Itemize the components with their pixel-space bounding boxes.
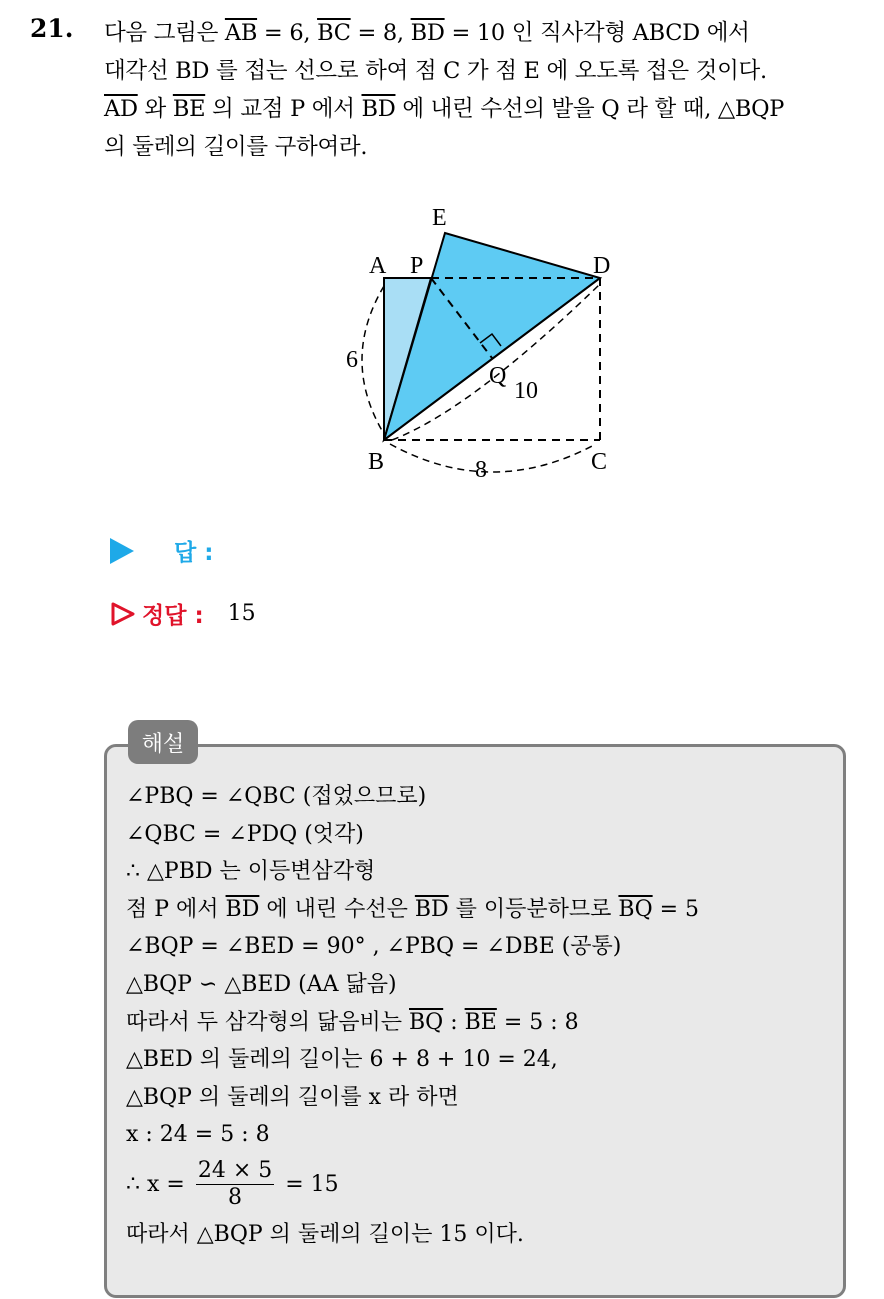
question-line-4: 의 둘레의 길이를 구하여라. [104, 134, 368, 160]
solution-line-7: 따라서 두 삼각형의 닮음비는 $\overline{BQ}$ : $\overline{BE} = 5$ : 8 [126, 1009, 579, 1035]
solution-lines [126, 778, 699, 1254]
label-e: E [432, 205, 447, 231]
label-ten: 10 [514, 378, 538, 404]
label-a: A [369, 253, 387, 279]
arc-bc [390, 444, 596, 472]
label-p: P [410, 253, 424, 279]
solution-line-3: ∴ △PBD 는 이등변삼각형 [126, 859, 376, 885]
solution-line-4: 점 P 에서 $\overline{BD}$ 에 내린 수선은 $\overline{BD}$ 를 이등분하므로 $\overline{BQ} = 5$ [126, 896, 700, 922]
solution-line-2: ∠QBC = ∠PDQ (엇각) [126, 821, 364, 847]
arc-ab [362, 286, 384, 434]
correct-answer-value: 15 [227, 601, 256, 626]
correct-answer-row [110, 597, 256, 630]
label-d: D [593, 253, 611, 279]
solution-line-11: ∴ x = $\frac{24 \times 5}{8}$ = 15 [126, 1158, 339, 1211]
answer-row [110, 534, 213, 567]
label-b: B [368, 449, 385, 475]
label-six: 6 [346, 347, 358, 373]
answer-label: 답 : [174, 540, 214, 566]
solution-line-5: ∠BQP = ∠BED = 90° , ∠PBQ = ∠DBE (공통) [126, 934, 622, 960]
play-filled-icon [110, 538, 134, 564]
solution-badge: 해설 [128, 720, 198, 764]
label-q: Q [489, 363, 507, 389]
question-line-2: 대각선 BD 를 접는 선으로 하여 점 C 가 점 E 에 오도록 접은 것이다. [104, 58, 767, 84]
fraction: $\frac{24 \times 5}{8}$ [197, 1158, 273, 1211]
question-line-1: 다음 그림은 $\overline{AB} = 6$, $\overline{BC} = 8$, $\overline{BD} = 10$ 인 직사각형 ABCD 에서 [104, 20, 750, 46]
solution-line-1: ∠PBQ = ∠QBC (접었으므로) [126, 784, 427, 809]
solution-line-12: 따라서 △BQP 의 둘레의 길이는 15 이다. [126, 1221, 524, 1247]
label-eight: 8 [475, 457, 487, 483]
geometry-figure [330, 195, 630, 485]
solution-line-8: △BED 의 둘레의 길이는 6 + 8 + 10 = 24, [126, 1047, 558, 1073]
question-number: 21. [30, 14, 74, 43]
correct-answer-label: 정답 : [142, 603, 204, 629]
question-line-3: $\overline{AD}$ 와 $\overline{BE}$ 의 교점 P 에서 $\overline{BD}$ 에 내린 수선의 발을 Q 라 할 때, △BQP [104, 96, 785, 122]
solution-line-10: x : 24 = 5 : 8 [126, 1122, 270, 1148]
solution-line-9: △BQP 의 둘레의 길이를 x 라 하면 [126, 1084, 459, 1110]
question-text [104, 14, 864, 166]
solution-line-6: △BQP ∽ △BED (AA 닮음) [126, 971, 397, 997]
play-outline-icon [110, 601, 136, 627]
label-c: C [591, 449, 608, 475]
